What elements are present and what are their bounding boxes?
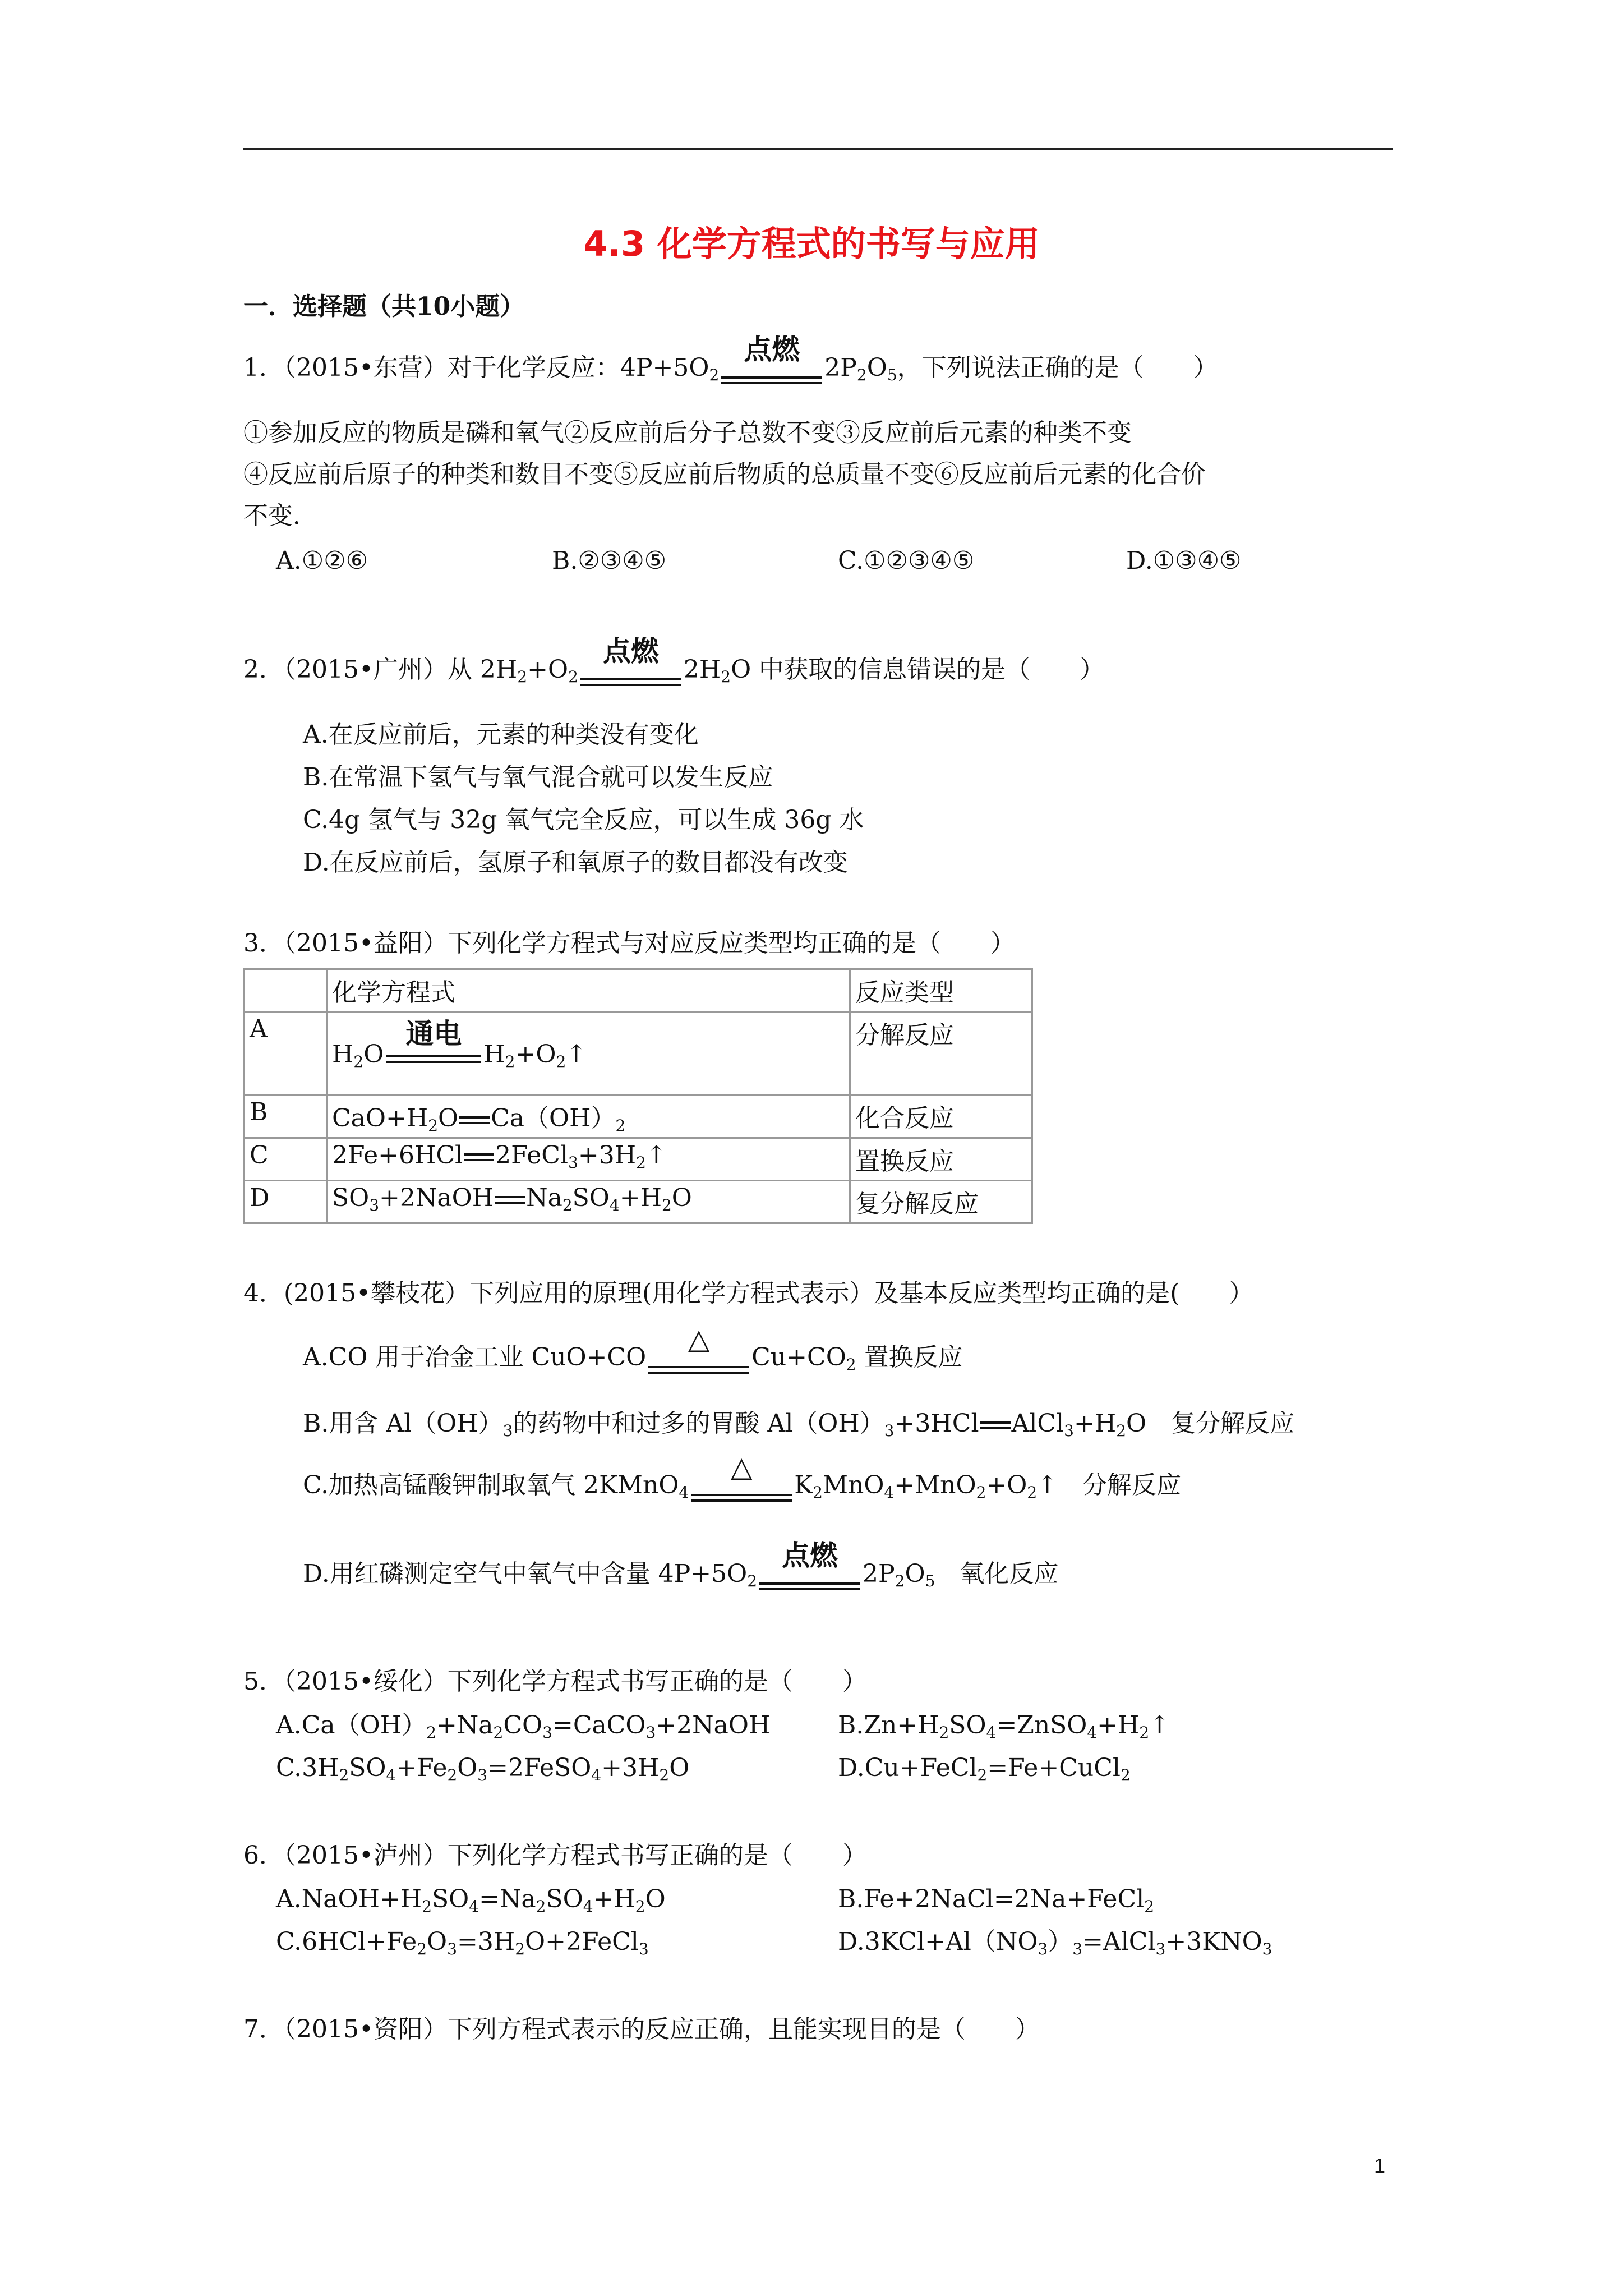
table-row[interactable]: C 2Fe+6HCl $2FeCl_3+3H_2↑$ 置换反应 bbox=[245, 1138, 1032, 1181]
reaction-condition: 点燃 bbox=[580, 660, 681, 694]
question-5-option-d[interactable]: D.Cu+FeCl$_2$=Fe+CuCl$_2$ bbox=[838, 1754, 1131, 1784]
question-7-stem: 7．（2015•资阳）下列方程式表示的反应正确，且能实现目的是（ ） bbox=[243, 2015, 1040, 2044]
heat-condition: △ bbox=[648, 1348, 749, 1382]
question-2-stem: 2．（2015•广州）从 $2H_2+O_2$ 点燃 $2H_2O$ 中获取的信息错误的是（ ） bbox=[243, 653, 1104, 694]
question-1-statements-2: ④反应前后原子的种类和数目不变⑤反应前后物质的总质量不变⑥反应前后元素的化合价 bbox=[243, 460, 1206, 489]
question-1-statements-3: 不变． bbox=[243, 501, 317, 530]
table-header-key bbox=[245, 969, 327, 1012]
question-2-option-c[interactable]: C.4g 氢气与 32g 氧气完全反应，可以生成 36g 水 bbox=[303, 806, 864, 834]
question-4-option-d[interactable]: D.用红磷测定空气中氧气中含量 $4P+5O_2$ 点燃 $2P_2O_5$ 氧化反应 bbox=[303, 1557, 1058, 1598]
question-5-option-a[interactable]: $A.Ca(OH)_2+Na_2CO_3=CaCO_3+2NaOH$ bbox=[276, 1711, 771, 1742]
question-3-table bbox=[243, 968, 1033, 1224]
page-number: 1 bbox=[1374, 2154, 1386, 2177]
table-header-type: 反应类型 bbox=[850, 969, 1032, 1012]
page-title: 4.3 化学方程式的书写与应用 bbox=[583, 223, 1040, 264]
question-4-stem: 4．(2015•攀枝花）下列应用的原理(用化学方程式表示）及基本反应类型均正确的是( ） bbox=[243, 1279, 1254, 1308]
question-6-option-a[interactable]: $A.NaOH+H_2SO_4=Na_2SO_4+H_2O$ bbox=[276, 1885, 666, 1916]
section-heading: 一．选择题（共10小题） bbox=[243, 292, 525, 321]
question-4-option-c[interactable]: C.加热高锰酸钾制取氧气 2KMnO$_4$ △ $K_2MnO_4+MnO_2+O_2↑$ 分解反应 bbox=[303, 1469, 1181, 1510]
table-row[interactable]: A $H_2O$ 通电 $H_2+O_2↑$ 分解反应 bbox=[245, 1012, 1032, 1095]
question-5-option-c[interactable]: $C.3H_2SO_4+Fe_2O_3=2FeSO_4+3H_2O$ bbox=[276, 1754, 690, 1784]
question-1-option-b[interactable]: B.②③④⑤ bbox=[552, 546, 667, 575]
question-2-option-b[interactable]: B.在常温下氢气与氧气混合就可以发生反应 bbox=[303, 763, 773, 792]
question-5-option-b[interactable]: $B.Zn+H_2SO_4=ZnSO_4+H_2↑$ bbox=[838, 1711, 1170, 1742]
question-1-stem: 1．（2015•东营）对于化学反应：$4P+5O_2$ 点燃 $2P_2O_5$，下列说法正确的是（ ） bbox=[243, 351, 1218, 392]
heat-condition: △ bbox=[691, 1476, 792, 1510]
reaction-condition: 点燃 bbox=[759, 1565, 860, 1598]
table-header-equation: 化学方程式 bbox=[327, 969, 850, 1012]
table-row[interactable]: D $SO_3+2NaOH$ $Na_2SO_4+H_2O$ 复分解反应 bbox=[245, 1181, 1032, 1223]
reaction-condition: 通电 bbox=[386, 1037, 481, 1071]
question-6-option-c[interactable]: $C.6HCl+Fe_2O_3=3H_2O+2FeCl_3$ bbox=[276, 1927, 649, 1958]
table-row[interactable]: B $CaO+H_2O$ $Ca(OH)_2$ 化合反应 bbox=[245, 1095, 1032, 1138]
question-1-option-d[interactable]: D.①③④⑤ bbox=[1126, 546, 1242, 575]
question-6-stem: 6．（2015•泸州）下列化学方程式书写正确的是（ ） bbox=[243, 1841, 867, 1870]
question-1-option-a[interactable]: A.①②⑥ bbox=[276, 546, 368, 575]
question-4-option-b[interactable]: B.用含 $Al(OH)_3$的药物中和过多的胃酸 $Al(OH)_3+3HCl$ $AlCl_3+H_2O$ 复分解反应 bbox=[303, 1409, 1295, 1440]
question-4-option-a[interactable]: A.CO 用于冶金工业 CuO+CO △ $Cu+CO_2$ 置换反应 bbox=[303, 1341, 963, 1382]
question-2-option-a[interactable]: A.在反应前后，元素的种类没有变化 bbox=[303, 720, 699, 749]
question-6-option-b[interactable]: B.Fe+2NaCl=2Na+FeCl$_2$ bbox=[838, 1885, 1155, 1916]
question-5-stem: 5．（2015•绥化）下列化学方程式书写正确的是（ ） bbox=[243, 1667, 867, 1696]
question-1-option-c[interactable]: C.①②③④⑤ bbox=[838, 546, 975, 575]
question-1-statements-1: ①参加反应的物质是磷和氧气②反应前后分子总数不变③反应前后元素的种类不变 bbox=[243, 418, 1132, 447]
header-rule bbox=[243, 148, 1393, 150]
question-3-stem: 3．（2015•益阳）下列化学方程式与对应反应类型均正确的是（ ） bbox=[243, 929, 1015, 958]
question-2-option-d[interactable]: D.在反应前后，氢原子和氧原子的数目都没有改变 bbox=[303, 848, 848, 877]
reaction-condition: 点燃 bbox=[721, 358, 822, 392]
question-6-option-d[interactable]: $D.3KCl+Al(NO_3)_3=AlCl_3+3KNO_3$ bbox=[838, 1927, 1272, 1958]
